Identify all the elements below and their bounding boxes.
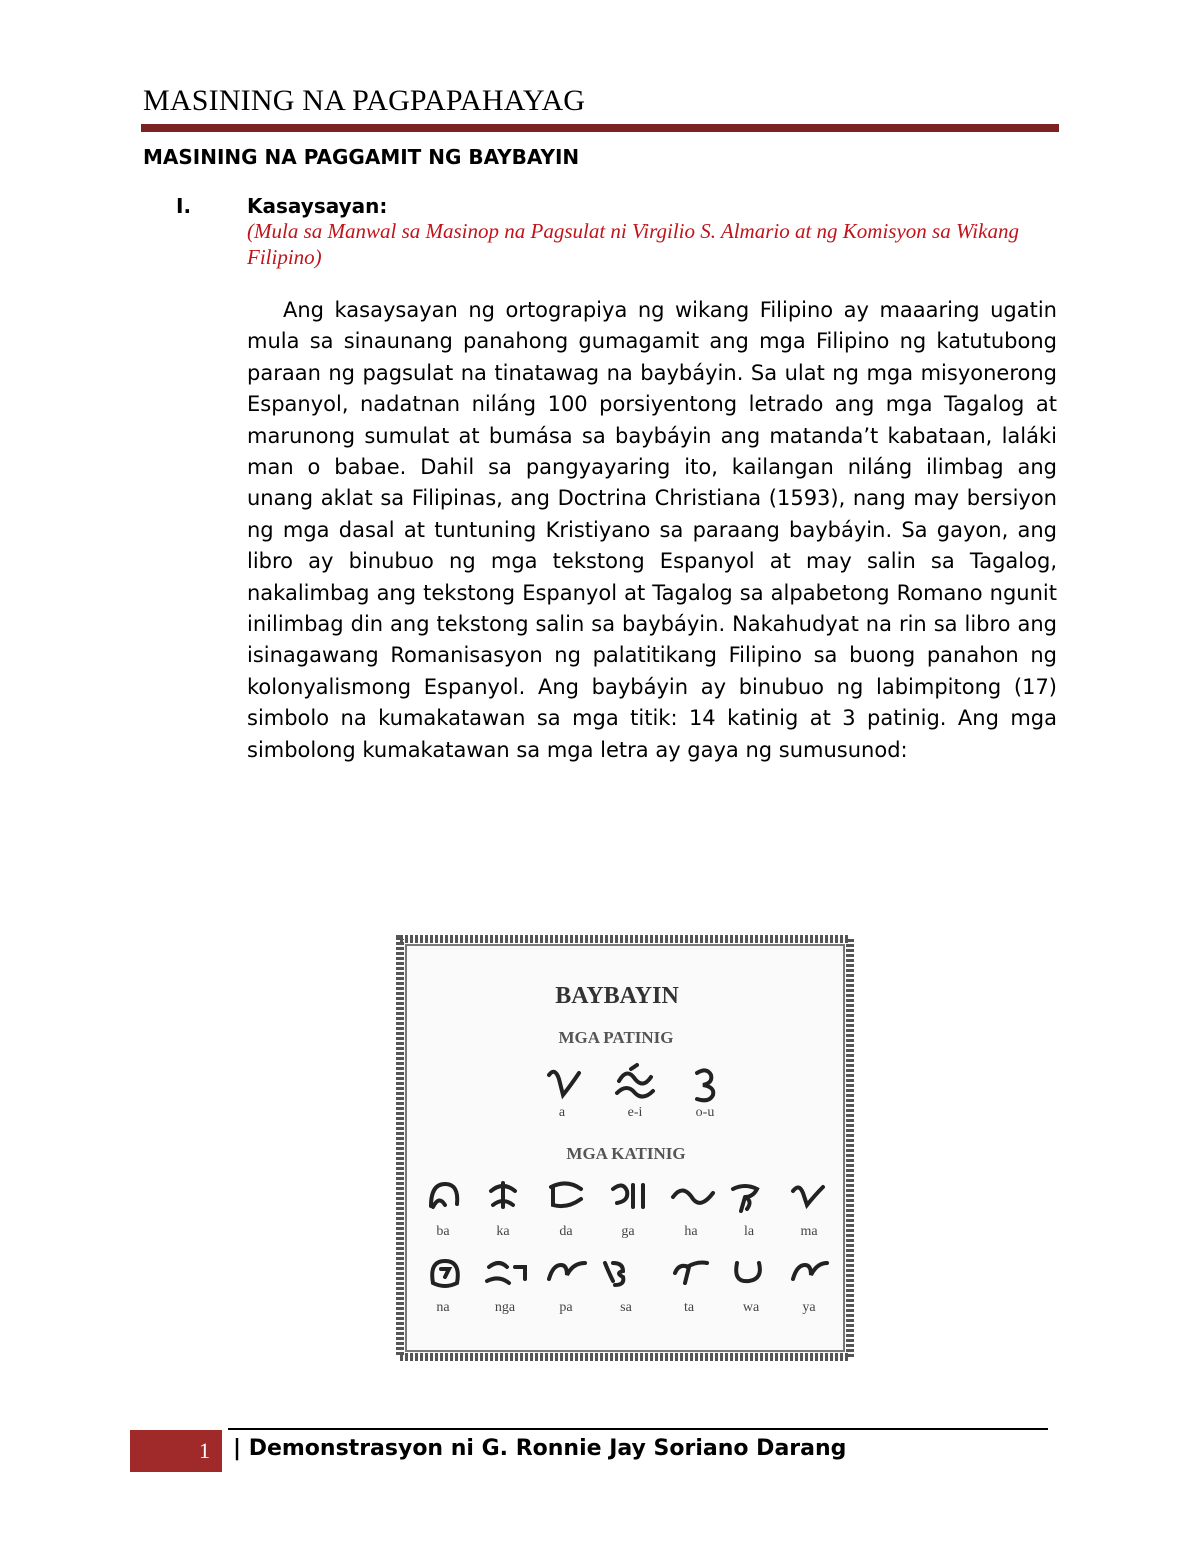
- consonant-label: pa: [559, 1300, 573, 1315]
- consonant-label: la: [743, 1224, 755, 1239]
- vowel-label: o-u: [695, 1105, 715, 1120]
- history-paragraph: Ang kasaysayan ng ortograpiya ng wikang Filipino ay maaaring ugatin mula sa sinaunang panahong gumagamit ang mga Filipino ng katutubong paraan ng pagsulat na tinatawag na baybáyin. Sa ulat ng mga misyonerong Espanyol, nadatnan niláng 100 porsiyentong letrado ang mga Tagalog at marunong sumulat at bumása sa baybáyin ang matanda’t kabataan, laláki man o babae. Dahil sa pangyayaring ito, kailangan niláng ilimbag ang unang aklat sa Filipinas, ang Doctrina Christiana (1593), nang may bersiyon ng mga dasal at tuntuning Kristiyano sa paraang baybáyin. Sa gayon, ang libro ay binubuo ng mga tekstong Espanyol at may salin sa Tagalog, nakalimbag ang tekstong Espanyol at Tagalog sa alpabetong Romano ngunit inilimbag din ang tekstong salin sa baybáyin. Nakahudyat na rin sa libro ang isinagawang Romanisasyon ng palatitikang Filipino sa buong panahon ng kolonyalismong Espanyol. Ang baybáyin ay binubuo ng labimpitong (17) simbolo na kumakatawan sa mga titik: 14 katinig at 3 patinig. Ang mga simbolong kumakatawan sa mga letra ay gaya ng sumusunod:: [247, 298, 1057, 762]
- consonants-heading: MGA KATINIG: [566, 1144, 686, 1163]
- consonant-label: ya: [802, 1300, 816, 1315]
- consonant-label: na: [436, 1300, 450, 1315]
- consonant-label: ta: [683, 1300, 695, 1315]
- baybayin-figure: [381, 921, 861, 1366]
- consonant-label: ba: [436, 1224, 450, 1239]
- consonant-label: sa: [620, 1300, 632, 1315]
- consonant-label: da: [559, 1224, 573, 1239]
- page-number: 1: [199, 1438, 210, 1463]
- consonant-label: ka: [496, 1224, 510, 1239]
- page-number-box: [130, 1430, 222, 1472]
- source-citation: (Mula sa Manwal sa Masinop na Pagsulat ni Virgilio S. Almario at ng Komisyon sa Wikang Filipino): [247, 219, 1019, 269]
- consonant-label: ha: [684, 1224, 698, 1239]
- consonant-label: wa: [742, 1300, 760, 1315]
- document-title: MASINING NA PAGGAMIT NG BAYBAYIN: [143, 145, 580, 169]
- header-rule: [141, 124, 1059, 132]
- section-number: I.: [176, 194, 192, 218]
- section-title: Kasaysayan:: [247, 194, 388, 218]
- figure-title: BAYBAYIN: [555, 983, 679, 1009]
- vowels-heading: MGA PATINIG: [558, 1028, 674, 1047]
- consonant-label: ma: [800, 1224, 818, 1239]
- footer-text: | Demonstrasyon ni G. Ronnie Jay Soriano Darang: [233, 1436, 847, 1461]
- vowel-label: e-i: [627, 1105, 643, 1120]
- consonant-label: nga: [494, 1300, 516, 1315]
- vowel-label: a: [558, 1105, 566, 1120]
- footer-rule: [228, 1428, 1048, 1430]
- header-title: MASINING NA PAGPAPAHAYAG: [143, 84, 586, 117]
- consonant-label: ga: [621, 1224, 635, 1239]
